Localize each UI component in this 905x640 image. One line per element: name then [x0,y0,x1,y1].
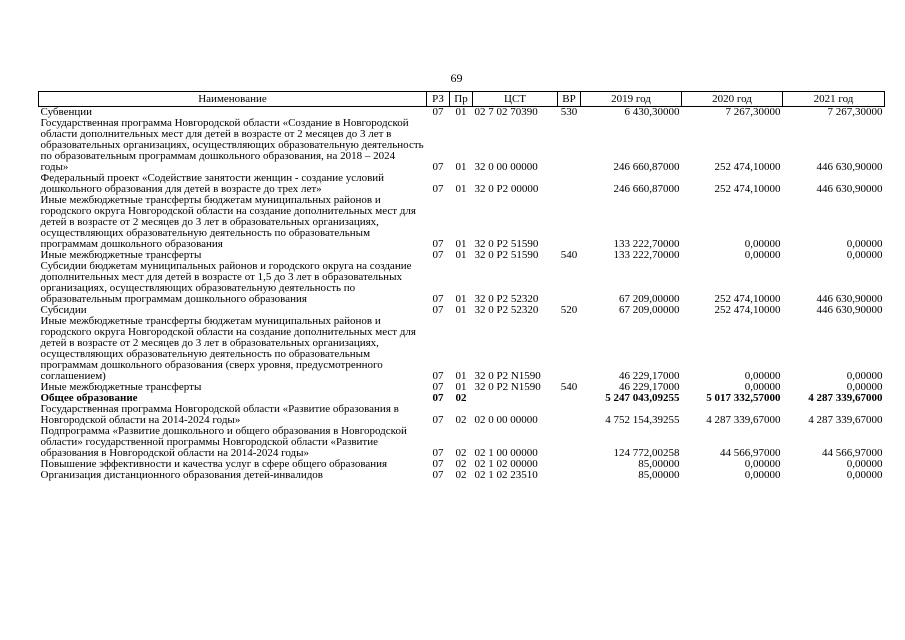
row-vr [558,118,581,173]
row-2019: 46 229,17000 [619,381,680,393]
row-vr [558,195,581,250]
row-2019: 5 247 043,09255 [605,392,680,404]
row-2020: 0,00000 [744,458,781,470]
row-2019: 246 660,87000 [613,161,680,173]
row-cst: 32 0 P2 N1590 [474,370,541,382]
row-2021: 7 267,30000 [827,106,883,118]
table-row [39,470,885,481]
table-row [39,118,885,173]
row-vr: 540 [560,381,578,393]
row-2021: 446 630,90000 [816,161,883,173]
row-2020: 4 287 339,67000 [706,414,781,426]
row-2021: 446 630,90000 [816,293,883,305]
row-rz: 07 [432,304,444,316]
header-row [39,92,885,107]
row-2020: 0,00000 [744,370,781,382]
row-2019: 67 209,00000 [619,304,680,316]
table-row [39,261,885,305]
row-name: Организация дистанционного образования детей-инвалидов [40,469,323,481]
row-pr: 01 [455,304,467,316]
row-cst: 32 0 P2 51590 [474,238,539,250]
row-pr: 01 [455,249,467,261]
row-rz: 07 [432,293,444,305]
row-rz: 07 [432,469,444,481]
row-vr [558,470,581,481]
row-pr: 02 [455,458,467,470]
row-vr [558,316,581,382]
row-2020: 7 267,30000 [725,106,781,118]
row-pr: 01 [455,381,467,393]
page-number: 69 [450,71,463,85]
row-2019: 85,00000 [638,469,680,481]
row-2021: 0,00000 [846,381,883,393]
row-cst: 02 1 02 23510 [474,469,538,481]
row-cst: 32 0 00 00000 [474,161,538,173]
row-2021: 0,00000 [846,238,883,250]
row-2020: 252 474,10000 [714,161,781,173]
row-name: Иные межбюджетные трансферты бюджетам муниципальных районов и городского округа Новгородской области на создание дополнительных мест для детей в возрасте от 2 месяцев до 3 лет в образовательных организациях, осуществляющих образовательную деятельность по образовательным программам дошкольного образования (сверх уровня, предусмотренного соглашением) [40,315,416,382]
row-2020: 0,00000 [744,238,781,250]
row-pr: 02 [455,392,467,404]
row-2020: 5 017 332,57000 [706,392,781,404]
row-rz: 07 [432,447,444,459]
row-rz: 07 [432,238,444,250]
table-row [39,404,885,426]
budget-table [38,91,885,481]
row-2019: 85,00000 [638,458,680,470]
header-2020: 2020 год [682,92,783,107]
row-rz: 07 [432,414,444,426]
row-cst: 32 0 P2 52320 [474,293,539,305]
row-pr: 01 [455,238,467,250]
header-name: Наименование [39,92,427,107]
row-name: Иные межбюджетные трансферты бюджетам муниципальных районов и городского округа Новгородской области на создание дополнительных мест для детей в возрасте от 2 месяцев до 3 лет в образовательных организациях, осуществляющих образовательную деятельность по образовательным программам дошкольного образования [40,194,416,250]
row-2021: 0,00000 [846,458,883,470]
row-name: Субвенции [40,106,93,118]
table-row [39,426,885,459]
row-vr: 520 [560,304,578,316]
row-2019: 133 222,70000 [613,249,680,261]
row-2020: 0,00000 [744,469,781,481]
row-name: Государственная программа Новгородской области «Развитие образования в Новгородской области на 2014-2024 годы» [40,403,399,426]
row-vr [558,173,581,195]
row-cst: 32 0 P2 N1590 [474,381,541,393]
header-pr: Пр [450,92,473,107]
row-pr: 01 [455,161,467,173]
row-pr: 01 [455,370,467,382]
row-2019: 124 772,00258 [613,447,680,459]
row-2019: 4 752 154,39255 [605,414,680,426]
row-name: Федеральный проект «Содействие занятости женщин - создание условий дошкольного образования для детей в возрасте до трех лет» [40,172,385,195]
row-2021: 446 630,90000 [816,304,883,316]
row-rz: 07 [432,458,444,470]
row-2019: 46 229,17000 [619,370,680,382]
row-name: Иные межбюджетные трансферты [40,249,202,261]
row-2021: 4 287 339,67000 [808,392,883,404]
row-2019: 6 430,30000 [624,106,680,118]
row-rz: 07 [432,249,444,261]
row-2021: 0,00000 [846,469,883,481]
row-cst: 02 1 02 00000 [474,458,538,470]
row-cst: 02 0 00 00000 [474,414,538,426]
row-pr: 01 [455,293,467,305]
row-vr [558,404,581,426]
row-cst: 32 0 P2 51590 [474,249,539,261]
row-rz: 07 [432,392,444,404]
row-2021: 44 566,97000 [822,447,883,459]
row-rz: 07 [432,161,444,173]
row-2019: 133 222,70000 [613,238,680,250]
row-2021: 446 630,90000 [816,183,883,195]
row-name: Повышение эффективности и качества услуг в сфере общего образования [40,458,388,470]
row-cst [473,393,558,404]
row-2021: 0,00000 [846,370,883,382]
row-2021: 0,00000 [846,249,883,261]
row-vr: 540 [560,249,578,261]
table-row [39,316,885,382]
row-pr: 01 [455,183,467,195]
row-rz: 07 [432,106,444,118]
row-name: Субсидии бюджетам муниципальных районов и городского округа на создание дополнительных мест для детей в возрасте от 1,5 до 3 лет в образовательных организациях, осуществляющих образовательную деятельность по образовательным программам дошкольного образования [40,260,412,305]
row-vr [558,426,581,459]
row-cst: 32 0 P2 00000 [474,183,539,195]
row-2021: 4 287 339,67000 [808,414,883,426]
row-cst: 32 0 P2 52320 [474,304,539,316]
header-2021: 2021 год [783,92,885,107]
row-vr [558,261,581,305]
row-2020: 252 474,10000 [714,304,781,316]
row-2019: 67 209,00000 [619,293,680,305]
row-vr [558,459,581,470]
row-2020: 252 474,10000 [714,293,781,305]
row-2019: 246 660,87000 [613,183,680,195]
row-pr: 02 [455,414,467,426]
row-2020: 0,00000 [744,249,781,261]
header-cst: ЦСТ [473,92,558,107]
row-vr [558,393,581,404]
row-cst: 02 1 00 00000 [474,447,538,459]
row-2020: 44 566,97000 [720,447,781,459]
header-vr: ВР [558,92,581,107]
header-2019: 2019 год [581,92,682,107]
row-vr: 530 [560,106,578,118]
row-name: Общее образование [40,392,138,404]
header-rz: РЗ [427,92,450,107]
row-2020: 0,00000 [744,381,781,393]
row-name: Государственная программа Новгородской области «Создание в Новгородской области дополнительных мест для детей в возрасте от 2 месяцев до 3 лет в образовательных организациях, осуществляющих образовательную деятельность по образовательным программам дошкольного образования, на 2018 – 2024 годы» [40,117,424,173]
row-name: Подпрограмма «Развитие дошкольного и общего образования в Новгородской области» государственной программы Новгородской области «Развитие образования в Новгородской области на 2014-2024 годы» [40,425,407,459]
row-pr: 02 [455,447,467,459]
row-name: Субсидии [40,304,87,316]
row-cst: 02 7 02 70390 [474,106,538,118]
table-row [39,173,885,195]
row-2020: 252 474,10000 [714,183,781,195]
row-rz: 07 [432,370,444,382]
row-name: Иные межбюджетные трансферты [40,381,202,393]
row-rz: 07 [432,381,444,393]
row-pr: 02 [455,469,467,481]
row-rz: 07 [432,183,444,195]
table-row [39,195,885,250]
row-pr: 01 [455,106,467,118]
